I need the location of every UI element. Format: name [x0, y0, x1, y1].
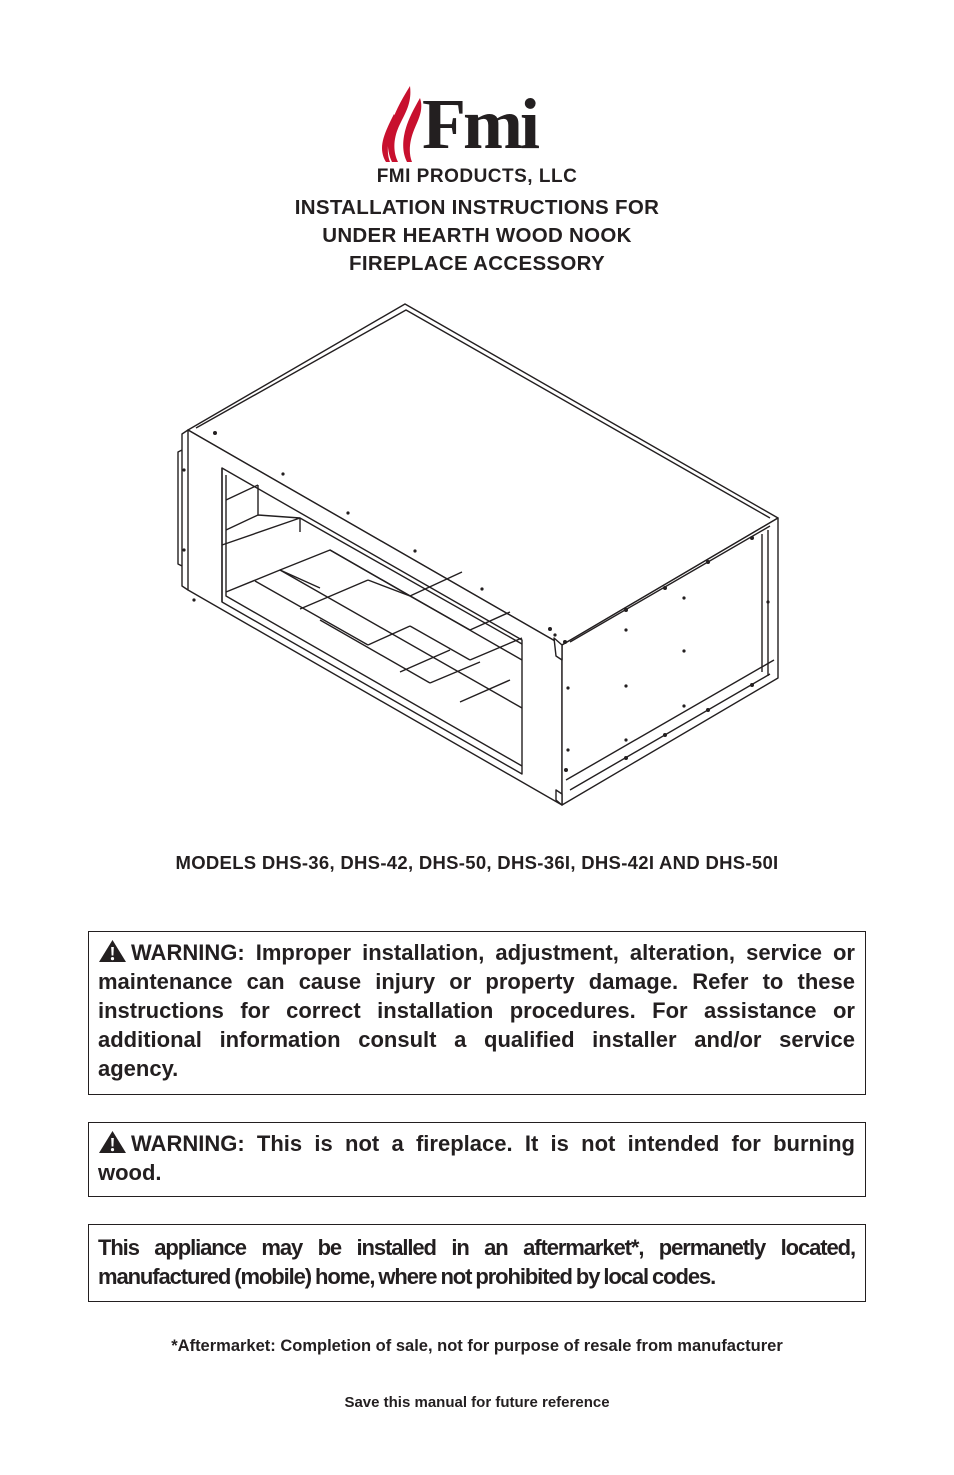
wood-nook-illustration	[170, 300, 790, 810]
fmi-logo	[380, 84, 550, 166]
mobile-home-notice-text: This appliance may be installed in an aftermarket*, permanetly located, manufactured (mobile) home, where not prohibited by local codes.	[98, 1235, 855, 1289]
document-title	[0, 194, 954, 278]
title-line-3: FIREPLACE ACCESSORY	[349, 252, 605, 275]
warning-box-not-fireplace	[88, 1122, 866, 1197]
logo-wordmark: Fmi	[422, 84, 537, 164]
flame-icon	[380, 84, 428, 164]
warning-text-installation: WARNING: Improper installation, adjustment, alteration, service or maintenance can cause injury or property damage. Refer to these instructions for correct installation procedures. For assistance or additional information consult a qualified installer and/or service agency.	[98, 940, 855, 1081]
warning-box-installation	[88, 931, 866, 1095]
mobile-home-notice-box	[88, 1224, 866, 1302]
warning-text-not-fireplace: WARNING: This is not a fireplace. It is not intended for burning wood.	[98, 1131, 855, 1185]
aftermarket-footnote: *Aftermarket: Completion of sale, not for purpose of resale from manufacturer	[171, 1337, 783, 1355]
title-line-1: INSTALLATION INSTRUCTIONS FOR	[294, 196, 660, 219]
company-name: FMI PRODUCTS, LLC	[376, 166, 578, 187]
model-numbers: MODELS DHS-36, DHS-42, DHS-50, DHS-36I, DHS-42I AND DHS-50I	[175, 852, 779, 873]
save-manual-note: Save this manual for future reference	[344, 1394, 610, 1411]
warning-triangle-icon	[98, 939, 127, 963]
warning-triangle-icon	[98, 1130, 127, 1154]
title-line-2: UNDER HEARTH WOOD NOOK	[322, 224, 632, 247]
